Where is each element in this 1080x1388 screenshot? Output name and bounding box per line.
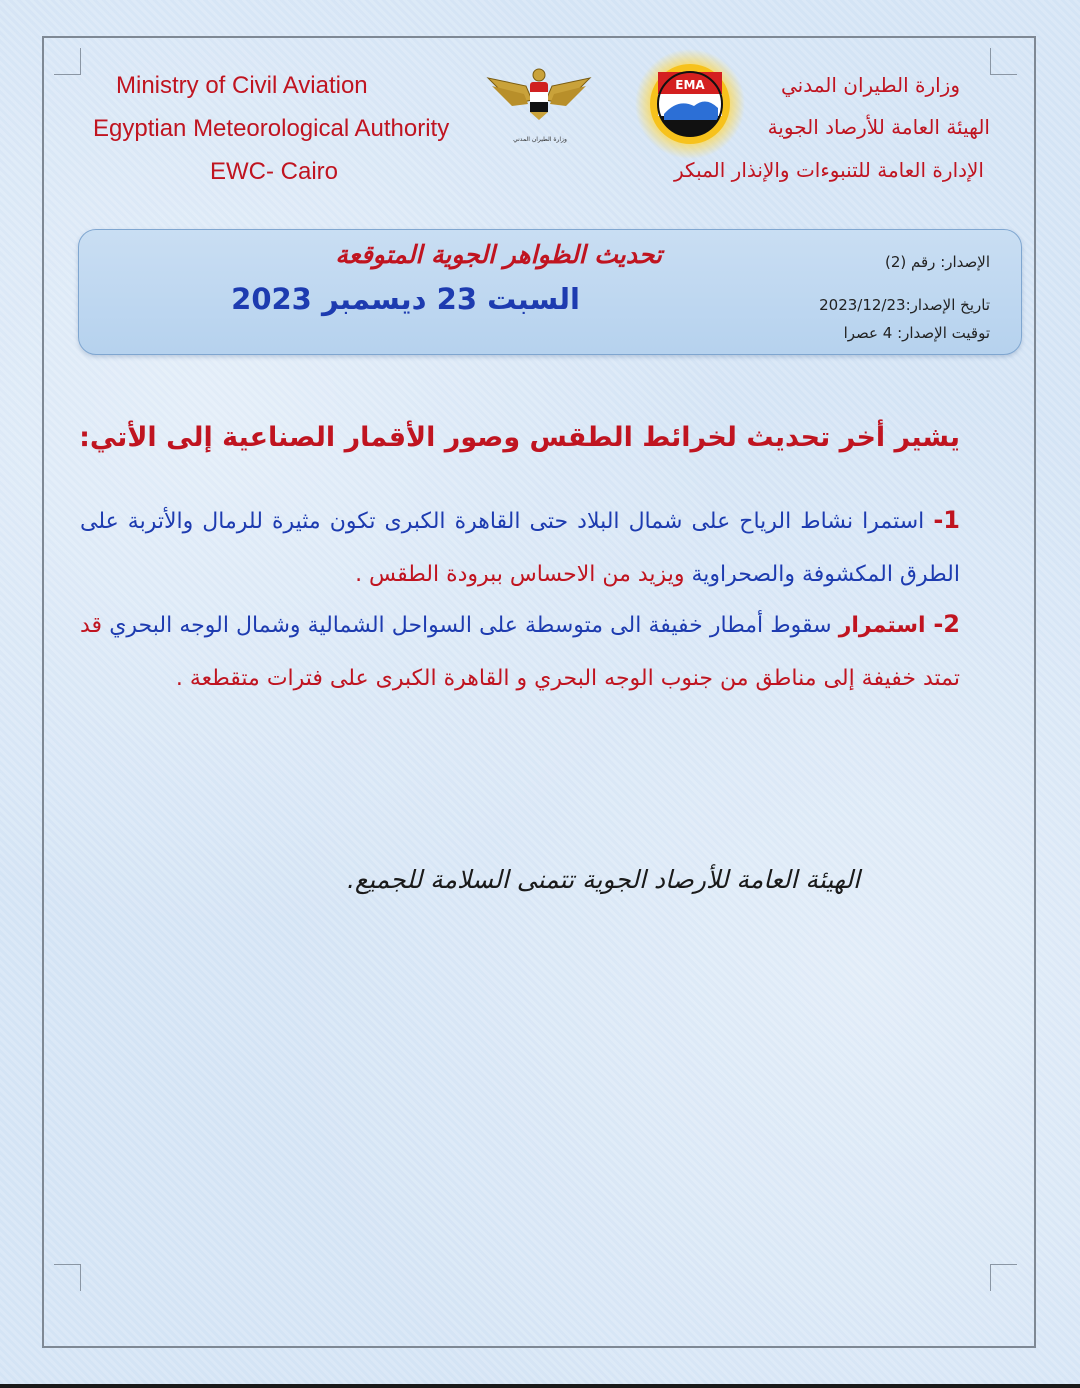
closing-message: الهيئة العامة للأرصاد الجوية تتمنى السلامة للجميع.: [346, 865, 860, 894]
emblem-caption: وزارة الطيران المدني: [513, 136, 567, 143]
crop-mark-bottom-left: [54, 1264, 81, 1291]
crop-mark-bottom-right: [990, 1264, 1017, 1291]
item-1-text-part2: ويزيد من الاحساس ببرودة الطقس .: [355, 562, 692, 587]
forecast-item-2: [80, 598, 960, 705]
header-ar-ministry: وزارة الطيران المدني: [780, 73, 960, 97]
eagle-emblem-icon: [484, 64, 594, 136]
item-1-text-part1: استمرا نشاط الرياح على شمال البلاد حتى القاهرة الكبرى تكون مثيرة للرمال والأتربة على الطرق المكشوفة والصحراوية: [80, 509, 960, 587]
screen-bottom-bar: [0, 1384, 1080, 1388]
crop-mark-top-left: [54, 48, 81, 75]
item-2-text-part2: سقوط أمطار خفيفة الى متوسطة على السواحل الشمالية وشمال الوجه البحري: [109, 613, 839, 638]
ema-logo-text: EMA: [675, 78, 705, 92]
crop-mark-top-right: [990, 48, 1017, 75]
item-1-number: 1-: [933, 506, 960, 534]
header-ar-authority: الهيئة العامة للأرصاد الجوية: [767, 115, 990, 139]
item-2-number: 2-: [933, 610, 960, 638]
ema-sun-logo-icon: [634, 48, 746, 160]
bulletin-date: السبت 23 ديسمبر 2023: [231, 282, 580, 316]
forecast-item-1: [80, 494, 960, 601]
issue-number: الإصدار: رقم (2): [885, 253, 990, 271]
item-2-text-part3: قد تمتد خفيفة إلى مناطق من جنوب الوجه البحري و القاهرة الكبرى على فترات متقطعة .: [80, 613, 960, 691]
bulletin-title: تحديث الظواهر الجوية المتوقعة: [335, 240, 662, 269]
issue-time: توقيت الإصدار: 4 عصرا: [843, 324, 990, 342]
issue-date: تاريخ الإصدار:2023/12/23: [819, 296, 990, 314]
header-ar-department: الإدارة العامة للتنبوءات والإنذار المبكر: [674, 158, 984, 182]
forecast-intro: يشير أخر تحديث لخرائط الطقس وصور الأقمار الصناعية إلى الأتي:: [79, 422, 960, 453]
header-en-authority: Egyptian Meteorological Authority: [93, 115, 450, 142]
header-en-ewc: EWC- Cairo: [210, 158, 339, 185]
header-en-ministry: Ministry of Civil Aviation: [116, 72, 368, 99]
item-2-text-part1: استمرار: [838, 613, 934, 638]
